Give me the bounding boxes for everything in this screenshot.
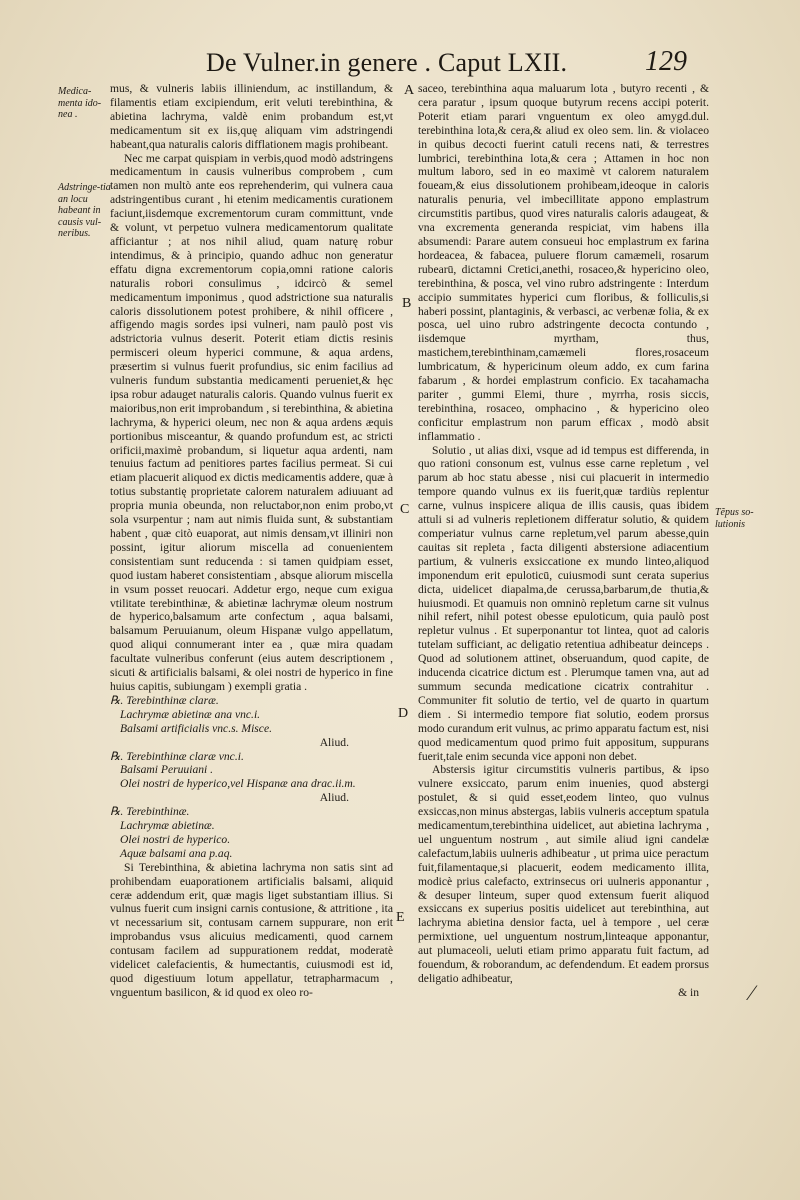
margin-note: Tẽpus so-lutionis bbox=[715, 507, 754, 530]
paragraph: Nec me carpat quispiam in verbis,quod modò adstringens medicamentum in causis vulneribus comprobem , cum tamen non multò ante eos reprehenderim, qui vulnera caua adstringentibus curant , hi etenim medicamentis curationem faciunt,iisdemque excrementorum curam committunt, vnde & volunt, vt perpetuo vulnera medicamentorum qualitate afficiantur ; at nos nihil aliud, quam naturę robur intendimus, & à principio, quando adhuc non generatur effatu digna excrementorum copia,omni ratione caloris naturalis robori consulimus , idcircò & semel medicamentum imponimus , quod adstrictione sua naturalis caloris dissolutionem potest prohibere, & nihil officere , affigendo magis sordes ipsi vulneri, nam paulò post vis adstrictoria vulnus deserit. Poterit etiam dictis resinis permisceri oleum hyperici commune, & aqua ardens, præsertim si vulnus fuerit profundius, sic enim facilius ad vulneris fundum substantia medicamenti perueniet,& hęc ipsa robur adauget naturalis caloris. Quando vulnus fuerit ex maioribus,non erit improbandum , si terebinthina, & abietina lachryma, & hyperici oleum, nec non & aqua ardens æquis portionibus misceantur, & quando profundum est, ac stricti orificii,maximè probandum, si liquetur aqua ardenti, nam tenuius factum ad penitiores partes facilius permeat. Si cui etiam placuerit aliquod ex dictis medicamentis addere, quæ à totius substantię proprietate calorem naturalem adiuuant ad propria munia obeunda, non reluctabor,non enim probo,vt sola vsurpentur ; nam aut nimis fluida sunt, & substantiam habent , quæ citò euaporat, aut nimis densam,vt illiniri non possint, igitur aliorum miscella ad conuenientem consistentiam sunt reducenda : si tamen quidpiam esset, quod iustam haberet consistentiam , absque aliorum miscella in vsum posset reuocari. Addetur ergo, neque cum exigua vtilitate terebinthinæ, & abietinæ lachrymæ oleum nostrum de hyperico,balsamum arte confectum , aqua balsami, balsamum Peruuianum, oleum Hispanæ vulgo appellatum, quod aliqui connumerant inter ea , quæ mira quadam facultate vulneribus conferunt (eius autem descriptionem , sicuti & artificialis balsami, & olei nostri de hyperico in fine huius capitis, subiungam ) exempli gratia . bbox=[110, 151, 393, 693]
recipe-line: Aquæ balsami ana p.aq. bbox=[120, 846, 233, 860]
running-header: De Vulner.in genere . Caput LXII. bbox=[206, 48, 568, 77]
page-number: 129 bbox=[645, 46, 687, 77]
section-letter: A bbox=[404, 83, 415, 98]
section-letter: D bbox=[398, 706, 409, 721]
recipe-line: ℞. Terebinthinæ claræ vnc.i. bbox=[110, 749, 244, 763]
section-letter: B bbox=[402, 296, 412, 311]
recipe-line: Balsami Peruuiani . bbox=[120, 763, 214, 777]
paragraph: Abstersis igitur circumstitis vulneris partibus, & ipso vulnere exsiccato, parum enim inuenies, quod abstergi postulet, & si quid esset,eodem linteo, quo vulnus exsiccas,non minus abstergas, labiis vulneris acceptum spatula medicamentum,terebinthina uidelicet, aut abietina lachryma , uel unguentum nostrum , aut simile aliud igni candelæ calefactum,labiis uulneris adhibeatur , ut prima uice peractum fuit,filamentaque,si placuerit, eodem medicamento illita, modicè prius calefacto, extrinsecus ori uulneris apponantur , & desuper linteum, super quod extensum fuerit aliquod exsiccans ex superius positis uidelicet aut terebinthina, aut lachryma abietina densior facta, uel à tempore , uel ceræ permixtione, uel unguentum nostrum,linteaque apponantur, aut plumaceoli, ueluti etiam primo apparatu fuit factum, ad fouendum, & roborandum, ac defendendum. Et eadem prorsus deligatio adhibeatur, bbox=[418, 763, 709, 985]
recipe-list bbox=[110, 694, 393, 861]
recipe-line: Lachrymæ abietinæ ana vnc.i. bbox=[120, 707, 261, 721]
paragraph: Si Terebinthina, & abietina lachryma non satis sint ad prohibendam euaporationem artificialis balsami, aliquid ceræ addendum erit, quæ magis liget substantiam illius. Si vulnus fuerit cum insigni carnis contusione, & attritione , ita vt necessarium sit, contusam carnem suppurare, non erit improbandus vsus alicuius medicamenti, quod carnem contusam facilem ad suppurationem reddat, moderatè videlicet calefacientis, & humectantis, cuiusmodi est id, quod digestiuum lotum appellatur, tetrapharmacum , vnguentum basilicon, & id quod ex oleo ro- bbox=[110, 860, 393, 999]
margin-note: Medica-menta ido-nea . bbox=[58, 86, 102, 120]
left-column bbox=[110, 82, 393, 1000]
recipe-line: Lachrymæ abietinæ. bbox=[120, 819, 215, 833]
recipe-line: Aliud. bbox=[319, 735, 349, 749]
recipe-line: Aliud. bbox=[319, 791, 349, 805]
ink-mark: ⁄ bbox=[750, 980, 754, 1005]
paragraph: Solutio , ut alias dixi, vsque ad id tempus est differenda, in quo rationi consonum est, vulnus esse carne repletum , vel parum ab hoc statu abesse , nisi cui placuerit in intermedio tempore quando vulnus ex iis fuerit,quæ tardiùs replentur carne, vulnus inspicere aliqua de illis causis, quas ibidem attuli si ad vulneris repletionem differatur solutio, & quidem comperiatur vulnus carne repletum,vel parum abesse,quin cauitas sit repleta , facta diligenti abstersione adiacentium partium, & vulneris exsiccatione ex mundo linteo,aliquod imponendum erit epuloticū, cuiusmodi sunt cerata superius dicta, uidelicet diapalma,de cerussa,barbarum,de thutia,& huiusmodi. Et quamuis non omninò repletum carne sit vulnus nihil refert, nihil potest obesse epuloticum, quia paulò post repletur vulnus . Et superponantur tot lintea, quot ad caloris tutelam sufficiant, ac deligatio retentiua adhibeatur deinceps . Quod ad solutionem attinet, obseruandum, quod capite, de inducenda cicatrice dictum est . Plerumque tamen vna, aut ad summum secunda medicatione cicatrix contrahitur . Communiter fit solutio de tertio, vel de quarto in quartum diem . Si intermedio tempore fiat solutio, eodem prorsus modo curandum erit vulnus, ac primo apparatu factum est, nisi quod medicamentum quod primo fuit appositum, suppurans fuerit,tale enim secunda vice apponi non debet. bbox=[418, 443, 709, 763]
paragraph: saceo, terebinthina aqua maluarum lota , butyro recenti , & cera paratur , ipsum quoque butyrum recens accipi poterit. Poterit etiam parari vnguentum ex oleo amygd.dul. terebinthina lota,& cera,& aliud ex oleo sem. lin. & violaceo in quibus decocti fuerint catuli recens nati, & terrestres lumbrici, terebinthina lota,& cera ; Attamen in hoc non multum laboro, sed in eo maximè vt calorem naturalem foueam,& eius dissolutionem prohibeam,ideoque in caloris naturalis penuria, vel imbecillitate appono emplastrum circumstitis partibus, quod vires naturalis caloris adaugeat, & vna excrementa generanda respiciat, vim habens illa absumendi: Parare autem consueui hoc emplastrum ex farina hordeacea, & fabacea, puluere florum camæmeli, rosarum rubearū, dictamni Cretici,anethi, rosaceo,& hypericino oleo, terebinthina, & posca, vel vino rubro adstringente : Interdum accipio summitates hyperici cum floribus, & folliculis,si haberi possint, plantaginis, & verbasci, ac verbenæ folia, & ex posca, uel uino rubro adstringente decocta contundo , iisdemque myrtham, thus, mastichem,terebinthinam,camæmeli flores,rosaceum lumbricatum, & hypericinum oleum addo, ex cum farina fabarum , & hordei emplastrum conficio. Ex tacahamacha pariter , gummi Elemi, thure , myrrha, rosis siccis, terebinthina, rosaceo, omphacino , & hypericino oleo conficitur emplastrum non parum efficax , modò absit inflammatio . bbox=[418, 82, 709, 443]
margin-note: Adstringe-tia an locu habeant in causis vul-neribus. bbox=[58, 182, 111, 239]
right-column bbox=[418, 82, 709, 1000]
recipe-line: ℞. Terebinthinæ. bbox=[110, 805, 190, 819]
section-letter: C bbox=[400, 502, 410, 517]
section-letter: E bbox=[396, 910, 405, 925]
catchword: & in bbox=[678, 985, 699, 999]
recipe-line: Balsami artificialis vnc.s. Misce. bbox=[120, 721, 272, 735]
recipe-line: ℞. Terebinthinæ claræ. bbox=[110, 693, 219, 707]
recipe-line: Olei nostri de hyperico. bbox=[120, 832, 231, 846]
paragraph: mus, & vulneris labiis illiniendum, ac instillandum, & filamentis etiam excipiendum, erit veluti terebinthina, & abietina lachryma, valdè enim probandum est,vt medicamentum sit ex iis,quę aliquam vim adstringendi habeant,qua naturalis caloris difflationem magis prohibeant. bbox=[110, 82, 393, 151]
recipe-line: Olei nostri de hyperico,vel Hispanæ ana drac.ii.m. bbox=[120, 777, 356, 791]
